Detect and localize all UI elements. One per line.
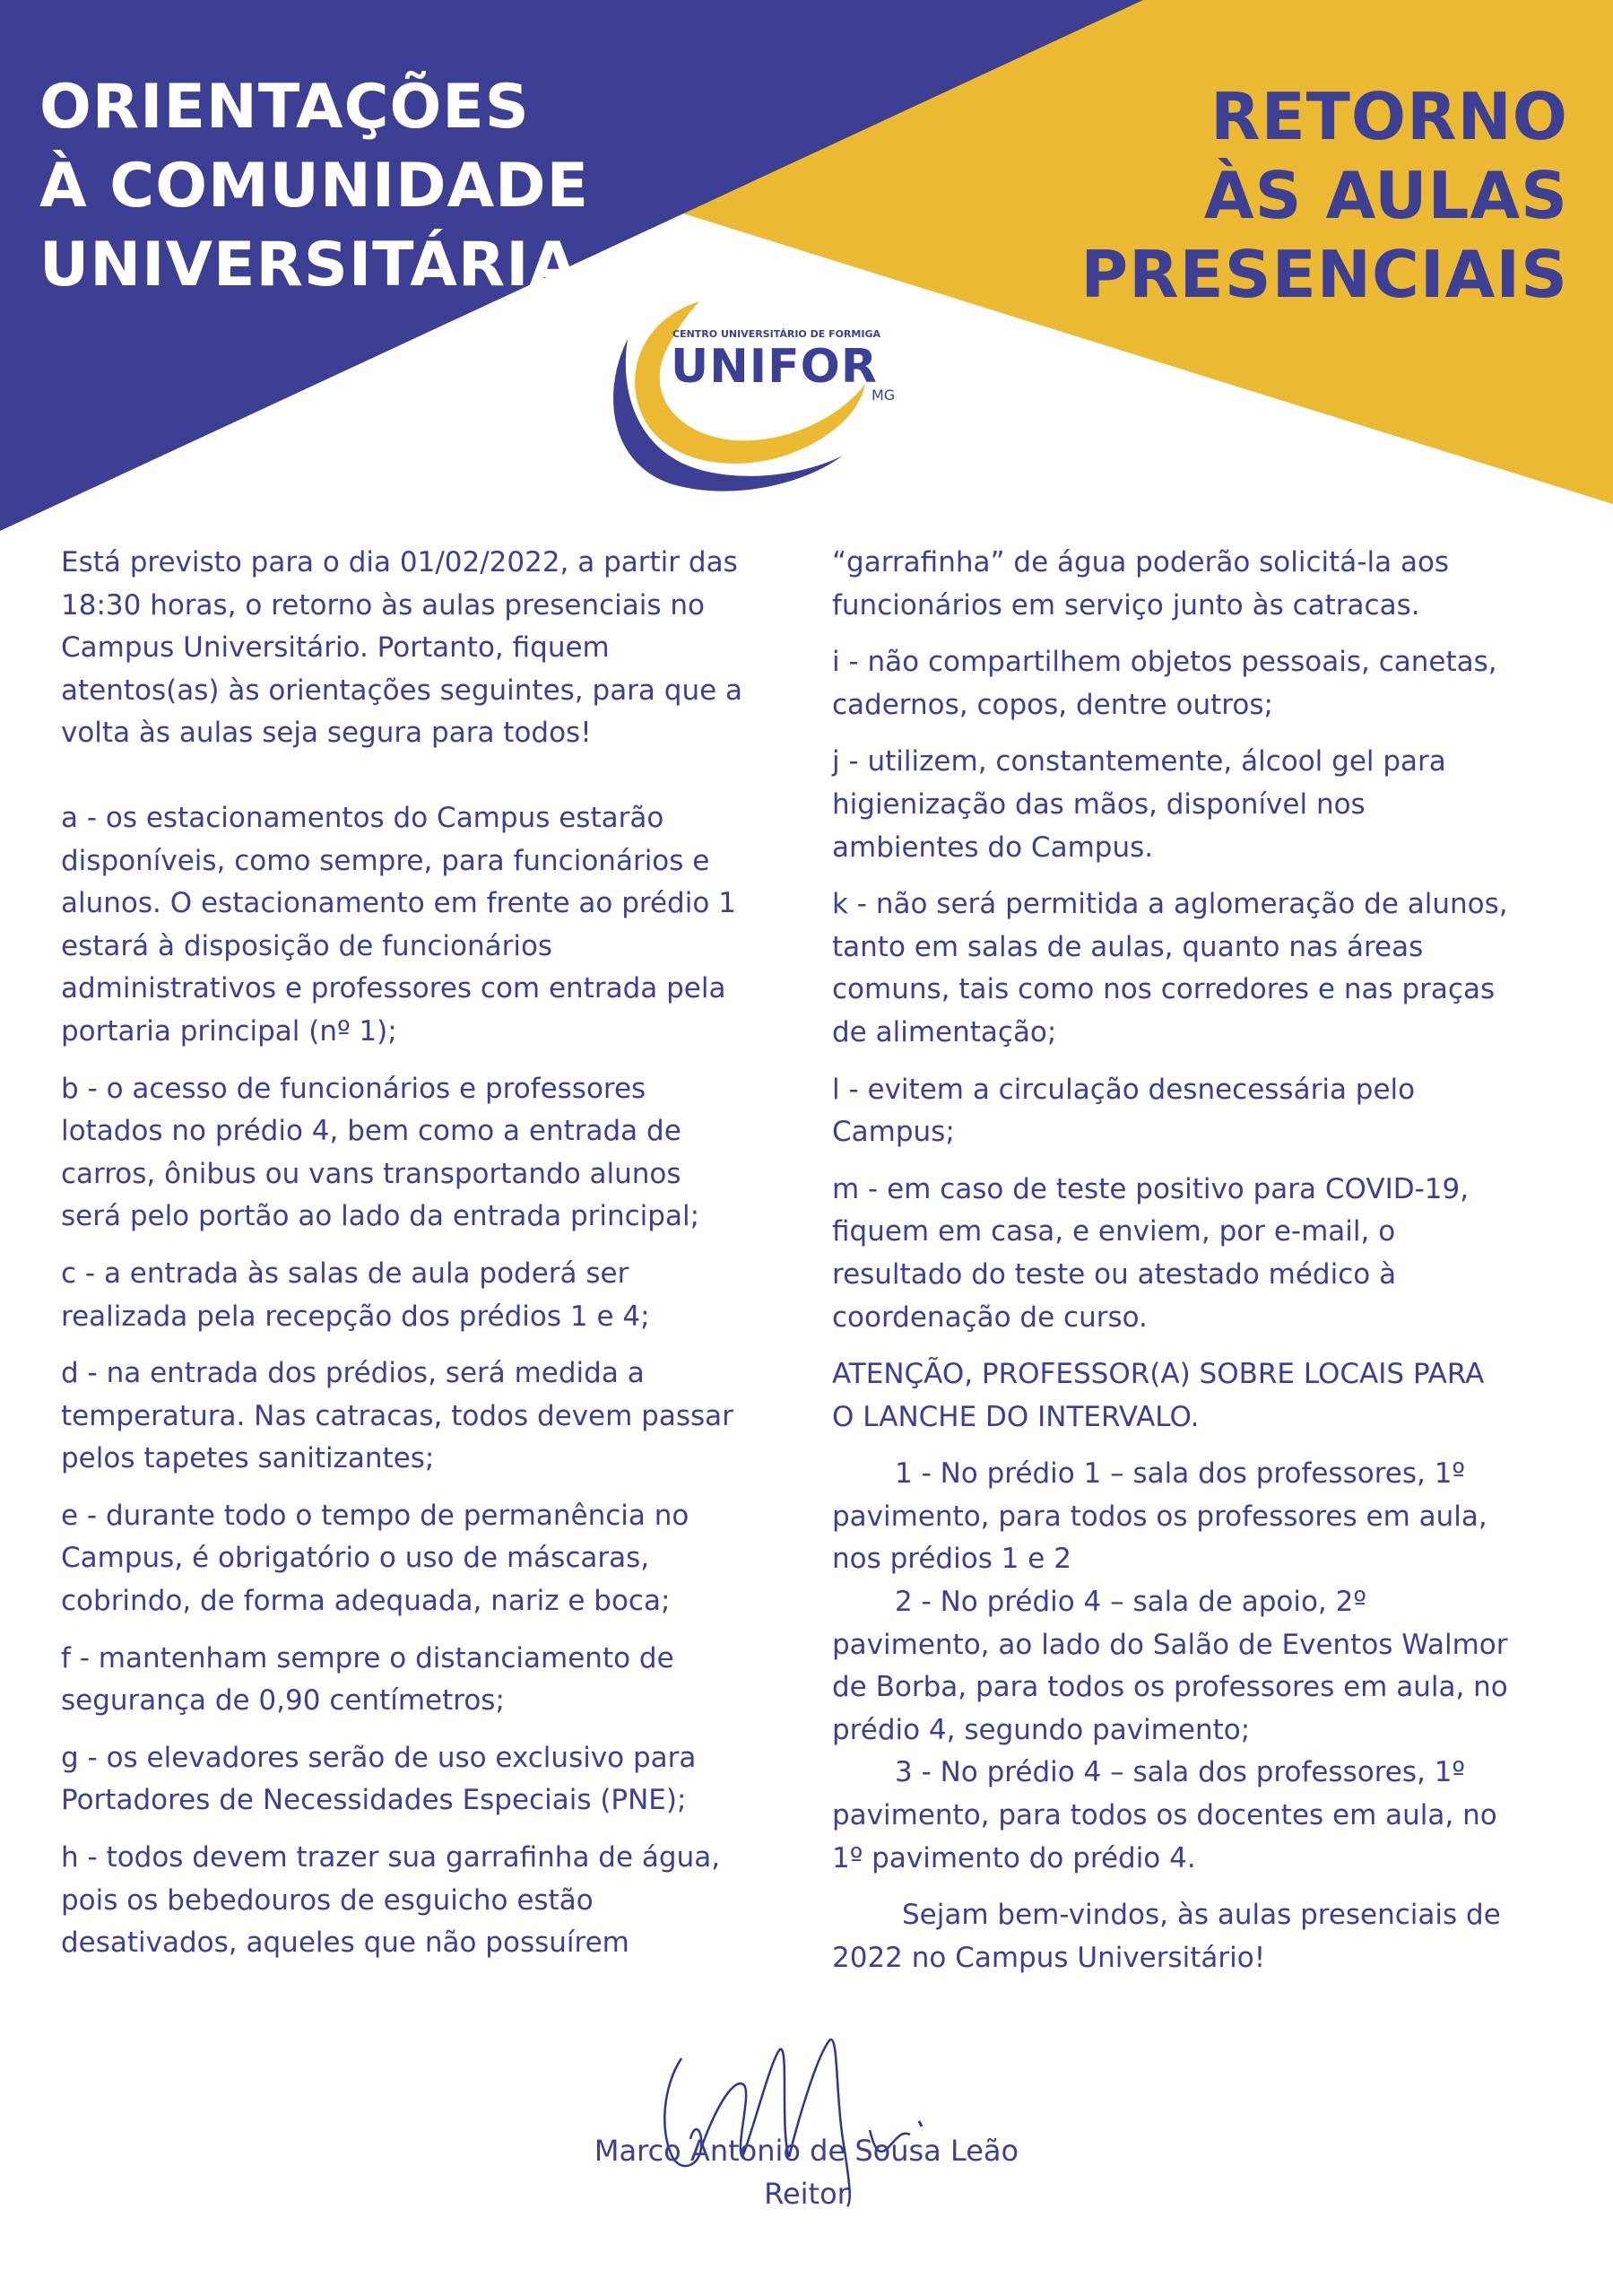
logo-state: MG — [872, 387, 896, 404]
attention-heading-line: O LANCHE DO INTERVALO. — [832, 1400, 1200, 1433]
item-k-line: comuns, tais como nos corredores e nas praças — [832, 973, 1496, 1006]
title-right-line-2: ÀS AULAS — [1203, 158, 1568, 233]
spacer — [832, 1339, 1578, 1353]
spacer — [832, 1439, 1578, 1453]
location-1-line: pavimento, para todos os professores em aula, — [832, 1500, 1487, 1533]
item-f-line: f - mantenham sempre o distanciamento de — [61, 1641, 674, 1674]
spacer — [61, 755, 807, 797]
item-h-line: pois os bebedouros de esguicho estão — [61, 1883, 594, 1917]
spacer — [832, 627, 1578, 641]
right-column — [832, 542, 1578, 1979]
spacer — [61, 1623, 807, 1638]
spacer — [832, 869, 1578, 883]
item-b-line: b - o acesso de funcionários e professores — [61, 1072, 646, 1105]
item-b-line: carros, ônibus ou vans transportando alunos — [61, 1157, 681, 1190]
item-l-line: Campus; — [832, 1116, 955, 1149]
item-l-line: l - evitem a circulação desnecessária pelo — [832, 1073, 1416, 1106]
title-left-line-1: ORIENTAÇÕES — [39, 72, 530, 143]
item-j-line: j - utilizem, constantemente, álcool gel para — [832, 745, 1446, 778]
item-c-line: realizada pela recepção dos prédios 1 e 4; — [61, 1300, 650, 1333]
item-a-line: estará à disposição de funcionários — [61, 929, 553, 962]
spacer — [832, 726, 1578, 741]
left-column — [61, 542, 807, 1965]
item-m-line: resultado do teste ou atestado médico à — [832, 1257, 1397, 1291]
intro-line: atentos(as) às orientações seguintes, para que a — [61, 674, 743, 707]
location-2-line: prédio 4, segundo pavimento; — [832, 1713, 1251, 1746]
intro-line: Campus Universitário. Portanto, fiquem — [61, 631, 610, 665]
item-i-line: i - não compartilhem objetos pessoais, canetas, — [832, 646, 1497, 679]
intro-line: volta às aulas seja segura para todos! — [61, 717, 592, 750]
item-k-line: tanto em salas de aulas, quanto nas áreas — [832, 930, 1424, 963]
title-left-line-3: UNIVERSITÁRIA — [39, 230, 578, 300]
item-m-line: fiquem em casa, e enviem, por e-mail, o — [832, 1215, 1396, 1248]
item-h-continued-line: funcionários em serviço junto às catracas. — [832, 588, 1420, 622]
item-h-continued-line: “garrafinha” de água poderão solicitá-la aos — [832, 546, 1450, 578]
location-2-line: pavimento, ao lado do Salão de Eventos Walmor — [832, 1628, 1508, 1661]
item-a-line: portaria principal (nº 1); — [61, 1014, 397, 1048]
intro-line: 18:30 horas, o retorno às aulas presenciais no — [61, 588, 705, 622]
item-h-line: desativados, aqueles que não possuírem — [61, 1926, 629, 1960]
item-e-line: cobrindo, de forma adequada, nariz e boca; — [61, 1585, 671, 1618]
location-2-line: 2 - No prédio 4 – sala de apoio, 2º — [895, 1586, 1366, 1619]
closing-line: 2022 no Campus Universitário! — [832, 1941, 1266, 1974]
item-f-line: segurança de 0,90 centímetros; — [61, 1684, 505, 1718]
spacer — [61, 1481, 807, 1495]
item-m-line: coordenação de curso. — [832, 1300, 1148, 1334]
item-i-line: cadernos, copos, dentre outros; — [832, 688, 1273, 721]
spacer — [832, 1880, 1578, 1894]
location-3-line: pavimento, para todos os docentes em aula, no — [832, 1799, 1497, 1832]
title-right-line-1: RETORNO — [1210, 79, 1568, 154]
location-3-line: 3 - No prédio 4 – sala dos professores, 1º — [895, 1756, 1466, 1789]
logo-name: UNIFOR — [671, 340, 878, 394]
intro-line: Está previsto para o dia 01/02/2022, a partir das — [61, 546, 738, 578]
item-g-line: g - os elevadores serão de uso exclusivo para — [61, 1741, 697, 1774]
item-b-line: lotados no prédio 4, bem como a entrada de — [61, 1115, 681, 1148]
spacer — [832, 1154, 1578, 1169]
title-right — [1080, 77, 1568, 314]
location-3-line: 1º pavimento do prédio 4. — [832, 1841, 1196, 1874]
spacer — [61, 1723, 807, 1737]
title-left — [39, 68, 589, 305]
item-h-line: h - todos devem trazer sua garrafinha de água, — [61, 1841, 721, 1874]
item-d-line: temperatura. Nas catracas, todos devem passar — [61, 1399, 733, 1432]
item-k-line: de alimentação; — [832, 1015, 1057, 1048]
item-a-line: alunos. O estacionamento em frente ao prédio 1 — [61, 887, 736, 920]
signatory-name: Marco Antonio de Sousa Leão — [594, 2134, 1019, 2168]
item-a-line: administrativos e professores com entrada pela — [61, 972, 726, 1005]
closing-line: Sejam bem-vindos, às aulas presenciais de — [902, 1899, 1501, 1932]
item-k-line: k - não será permitida a aglomeração de alunos, — [832, 888, 1508, 921]
spacer — [832, 1055, 1578, 1069]
item-g-line: Portadores de Necessidades Especiais (PNE); — [61, 1784, 687, 1817]
title-right-line-3: PRESENCIAIS — [1080, 237, 1568, 312]
location-2-line: de Borba, para todos os professores em aula, no — [832, 1671, 1508, 1704]
attention-heading-line: ATENÇÃO, PROFESSOR(A) SOBRE LOCAIS PARA — [832, 1358, 1485, 1391]
logo-top-text: CENTRO UNIVERSITÁRIO DE FORMIGA — [672, 328, 880, 340]
location-1-line: nos prédios 1 e 2 — [832, 1543, 1071, 1576]
title-left-line-2: À COMUNIDADE — [39, 151, 590, 222]
item-e-line: e - durante todo o tempo de permanência no — [61, 1499, 689, 1532]
item-b-line: será pelo portão ao lado da entrada principal; — [61, 1200, 700, 1233]
signatory-role: Reitor — [764, 2177, 849, 2211]
item-a-line: a - os estacionamentos do Campus estarão — [61, 801, 664, 834]
spacer — [61, 1054, 807, 1068]
spacer — [61, 1239, 807, 1253]
item-d-line: pelos tapetes sanitizantes; — [61, 1442, 435, 1475]
item-a-line: disponíveis, como sempre, para funcionários e — [61, 844, 710, 877]
item-d-line: d - na entrada dos prédios, será medida a — [61, 1357, 645, 1390]
item-m-line: m - em caso de teste positivo para COVID-19, — [832, 1172, 1470, 1205]
location-1-line: 1 - No prédio 1 – sala dos professores, 1º — [895, 1457, 1466, 1491]
unifor-logo — [601, 285, 941, 500]
item-c-line: c - a entrada às salas de aula poderá ser — [61, 1257, 629, 1290]
spacer — [61, 1822, 807, 1837]
spacer — [61, 1338, 807, 1352]
item-j-line: ambientes do Campus. — [832, 831, 1154, 864]
item-j-line: higienização das mãos, disponível nos — [832, 787, 1366, 821]
item-e-line: Campus, é obrigatório o uso de máscaras, — [61, 1542, 650, 1575]
